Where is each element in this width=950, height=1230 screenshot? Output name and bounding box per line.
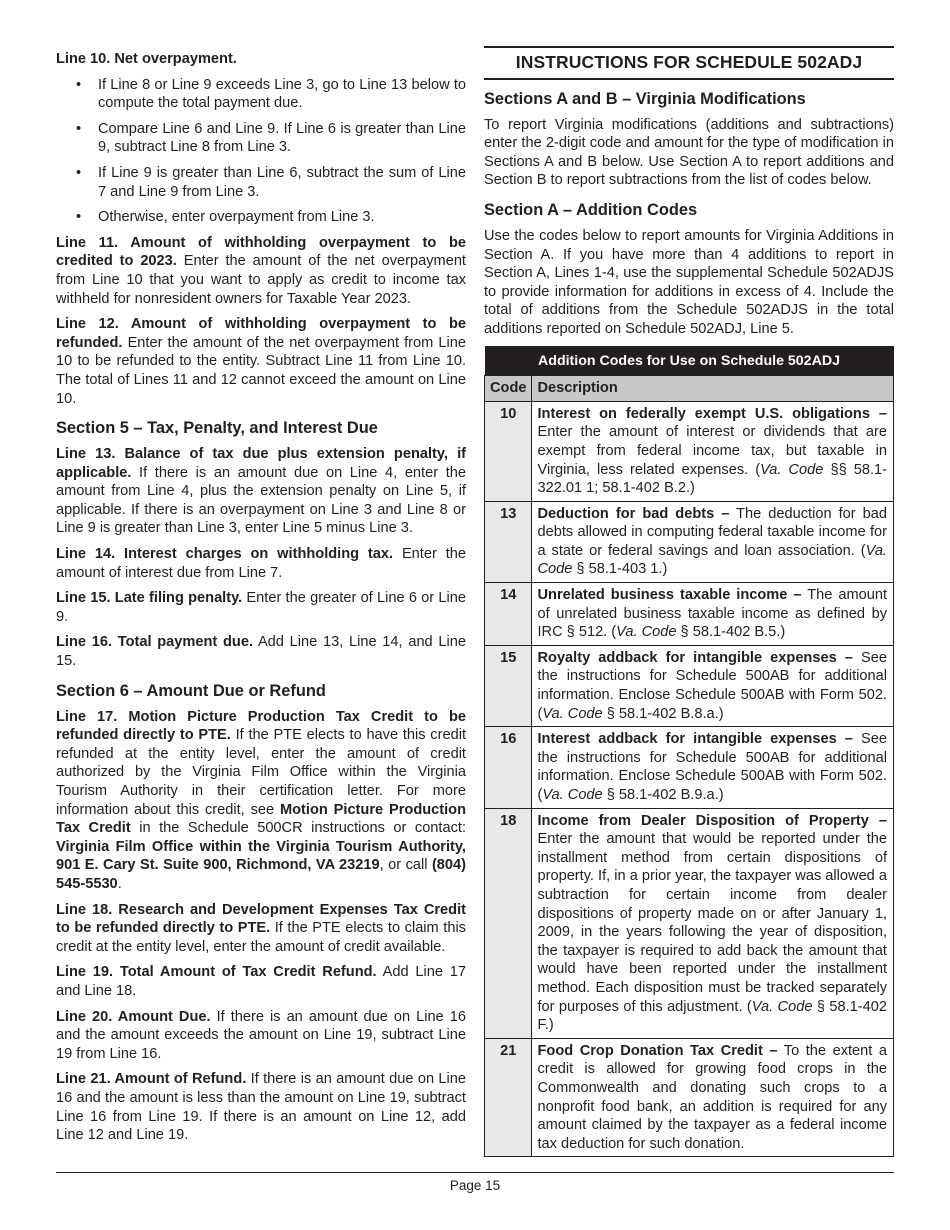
line13-paragraph: Line 13. Balance of tax due plus extension penalty, if applicable. If there is an amount due on Line 4, enter the amount from Line 4, plus the extension penalty on Line 5, if applicable. If there is an overpayment on Line 3 and Line 8 or Line 9 is greater than Line 3, enter Line 5 minus Line 3. [56, 446, 466, 537]
table-row [485, 1038, 894, 1157]
sectionA-paragraph: Use the codes below to report amounts for Virginia Additions in Section A. If you have more than 4 additions to report in Section A, Lines 1-4, use the supplemental Schedule 502ADJS to provide information for additions in excess of 4. Include the total of additions from the Schedule 502ADJS in the total additions reported on Schedule 502ADJ, Line 5. [484, 227, 894, 337]
line16-paragraph: Line 16. Total payment due. Add Line 13, Line 14, and Line 15. [56, 634, 466, 670]
description-cell: Interest addback for intangible expenses – See the instructions for Schedule 500AB for additional information. Enclose Schedule 500AB with Form 502. (Va. Code § 58.1-402 B.9.a.) [532, 727, 894, 808]
list-item: • If Line 8 or Line 9 exceeds Line 3, go to Line 13 below to compute the total payment due. [56, 76, 466, 113]
schedule-title: INSTRUCTIONS FOR SCHEDULE 502ADJ [484, 46, 894, 80]
code-cell: 15 [485, 645, 532, 726]
table-row [485, 583, 894, 646]
description-cell: Unrelated business taxable income – The amount of unrelated business taxable income as defined by IRC § 512. (Va. Code § 58.1-402 B.5.) [532, 583, 894, 646]
column-header-description: Description [532, 376, 894, 402]
line18-paragraph: Line 18. Research and Development Expenses Tax Credit to be refunded directly to PTE. If the PTE elects to claim this credit at the entity level, enter the amount of credit available. [56, 901, 466, 955]
line17-paragraph: Line 17. Motion Picture Production Tax Credit to be refunded directly to PTE. If the PTE elects to have this credit refunded at the entity level, enter the amount of credit authorized by the Virginia Film Office within the Virginia Tourism Authority in their certification letter. For more information about this credit, see Motion Picture Production Tax Credit in the Schedule 500CR instructions or contact: Virginia Film Office within the Virginia Tourism Authority, 901 E. Cary St. Suite 900, Richmond, VA 23219, or call (804) 545-5530. [56, 708, 467, 892]
sectionA-heading: Section A – Addition Codes [484, 200, 698, 219]
line10-bullet-list [56, 76, 466, 227]
table-row [485, 645, 894, 726]
line20-paragraph: Line 20. Amount Due. If there is an amount due on Line 16 and the amount exceeds the amount on Line 19, subtract Line 19 from Line 16. [56, 1008, 466, 1062]
table-caption: Addition Codes for Use on Schedule 502ADJ [485, 346, 894, 376]
footer-divider [56, 1172, 894, 1173]
code-cell: 14 [485, 583, 532, 646]
code-cell: 10 [485, 401, 532, 501]
section6-heading: Section 6 – Amount Due or Refund [56, 681, 326, 700]
code-cell: 18 [485, 808, 532, 1038]
description-cell: Income from Dealer Disposition of Property – Enter the amount that would be reported under the installment method from certain dispositions of property. If, in a prior year, the taxpayer was allowed a subtraction for certain income from dealer dispositions of property made on or after January 1, 2009, in the years following the year of disposition, the taxpayer is required to add back the amount that would have been reported under the installment method. Each disposition must be tracked separately for purposes of this adjustment. (Va. Code § 58.1-402 F.) [532, 808, 894, 1038]
page-number: Page 15 [449, 1178, 501, 1193]
description-cell: Food Crop Donation Tax Credit – To the extent a credit is allowed for growing food crops in the Commonwealth and donating such crops to a nonprofit food bank, an addition is required for any amount claimed by the taxpayer as a federal income tax deduction for such donation. [532, 1038, 894, 1157]
table-body [485, 401, 894, 1157]
code-cell: 13 [485, 501, 532, 582]
table-row [485, 808, 894, 1038]
addition-codes-table [484, 346, 894, 1158]
list-item: • Compare Line 6 and Line 9. If Line 6 is greater than Line 9, subtract Line 8 from Line 3. [56, 120, 466, 157]
table-row [485, 727, 894, 808]
right-column [484, 46, 894, 1157]
list-item: • If Line 9 is greater than Line 6, subtract the sum of Line 7 and Line 9 from Line 3. [56, 164, 466, 201]
code-cell: 16 [485, 727, 532, 808]
table-row [485, 501, 894, 582]
line11-paragraph: Line 11. Amount of withholding overpayment to be credited to 2023. Enter the amount of the net overpayment from Line 10 that you want to apply as credit to income tax withheld for nonresident owners for Taxable Year 2023. [56, 234, 466, 307]
section5-heading: Section 5 – Tax, Penalty, and Interest Due [56, 419, 378, 438]
line19-paragraph: Line 19. Total Amount of Tax Credit Refund. Add Line 17 and Line 18. [56, 964, 466, 999]
list-item: • Otherwise, enter overpayment from Line 3. [56, 208, 466, 227]
description-cell: Royalty addback for intangible expenses – See the instructions for Schedule 500AB for additional information. Enclose Schedule 500AB with Form 502. (Va. Code § 58.1-402 B.8.a.) [532, 645, 894, 726]
sectionAB-paragraph: To report Virginia modifications (additions and subtractions) enter the 2-digit code and amount for the type of modification in Sections A and B below. Use Section A to report additions and Section B to report subtractions from the list of codes below. [484, 116, 894, 189]
line10-heading: Line 10. Net overpayment. [56, 51, 237, 67]
left-column [56, 50, 466, 1152]
column-header-code: Code [485, 376, 532, 402]
line12-paragraph: Line 12. Amount of withholding overpayment to be refunded. Enter the amount of the net overpayment from Line 10 to be refunded to the entity. Subtract Line 11 from Line 10. The total of Lines 11 and 12 cannot exceed the amount on Line 10. [56, 316, 466, 407]
description-cell: Interest on federally exempt U.S. obligations – Enter the amount of interest or dividends that are exempt from federal income tax, but taxable in Virginia, less related expenses. (Va. Code §§ 58.1-322.01 1; 58.1-402 B.2.) [532, 401, 894, 501]
line21-paragraph: Line 21. Amount of Refund. If there is an amount due on Line 16 and the amount is less than the amount on Line 19, subtract Line 16 from Line 19. If there is an amount on Line 12, add Line 12 and Line 19. [56, 1071, 467, 1144]
table-row [485, 401, 894, 501]
code-cell: 21 [485, 1038, 532, 1157]
sectionAB-heading: Sections A and B – Virginia Modifications [484, 89, 806, 108]
line14-paragraph: Line 14. Interest charges on withholding tax. Enter the amount of interest due from Line 7. [56, 546, 466, 581]
description-cell: Deduction for bad debts – The deduction for bad debts allowed in computing federal taxable income for a state or federal savings and loan association. (Va. Code § 58.1-403 1.) [532, 501, 894, 582]
line15-paragraph: Line 15. Late filing penalty. Enter the greater of Line 6 or Line 9. [56, 590, 466, 625]
